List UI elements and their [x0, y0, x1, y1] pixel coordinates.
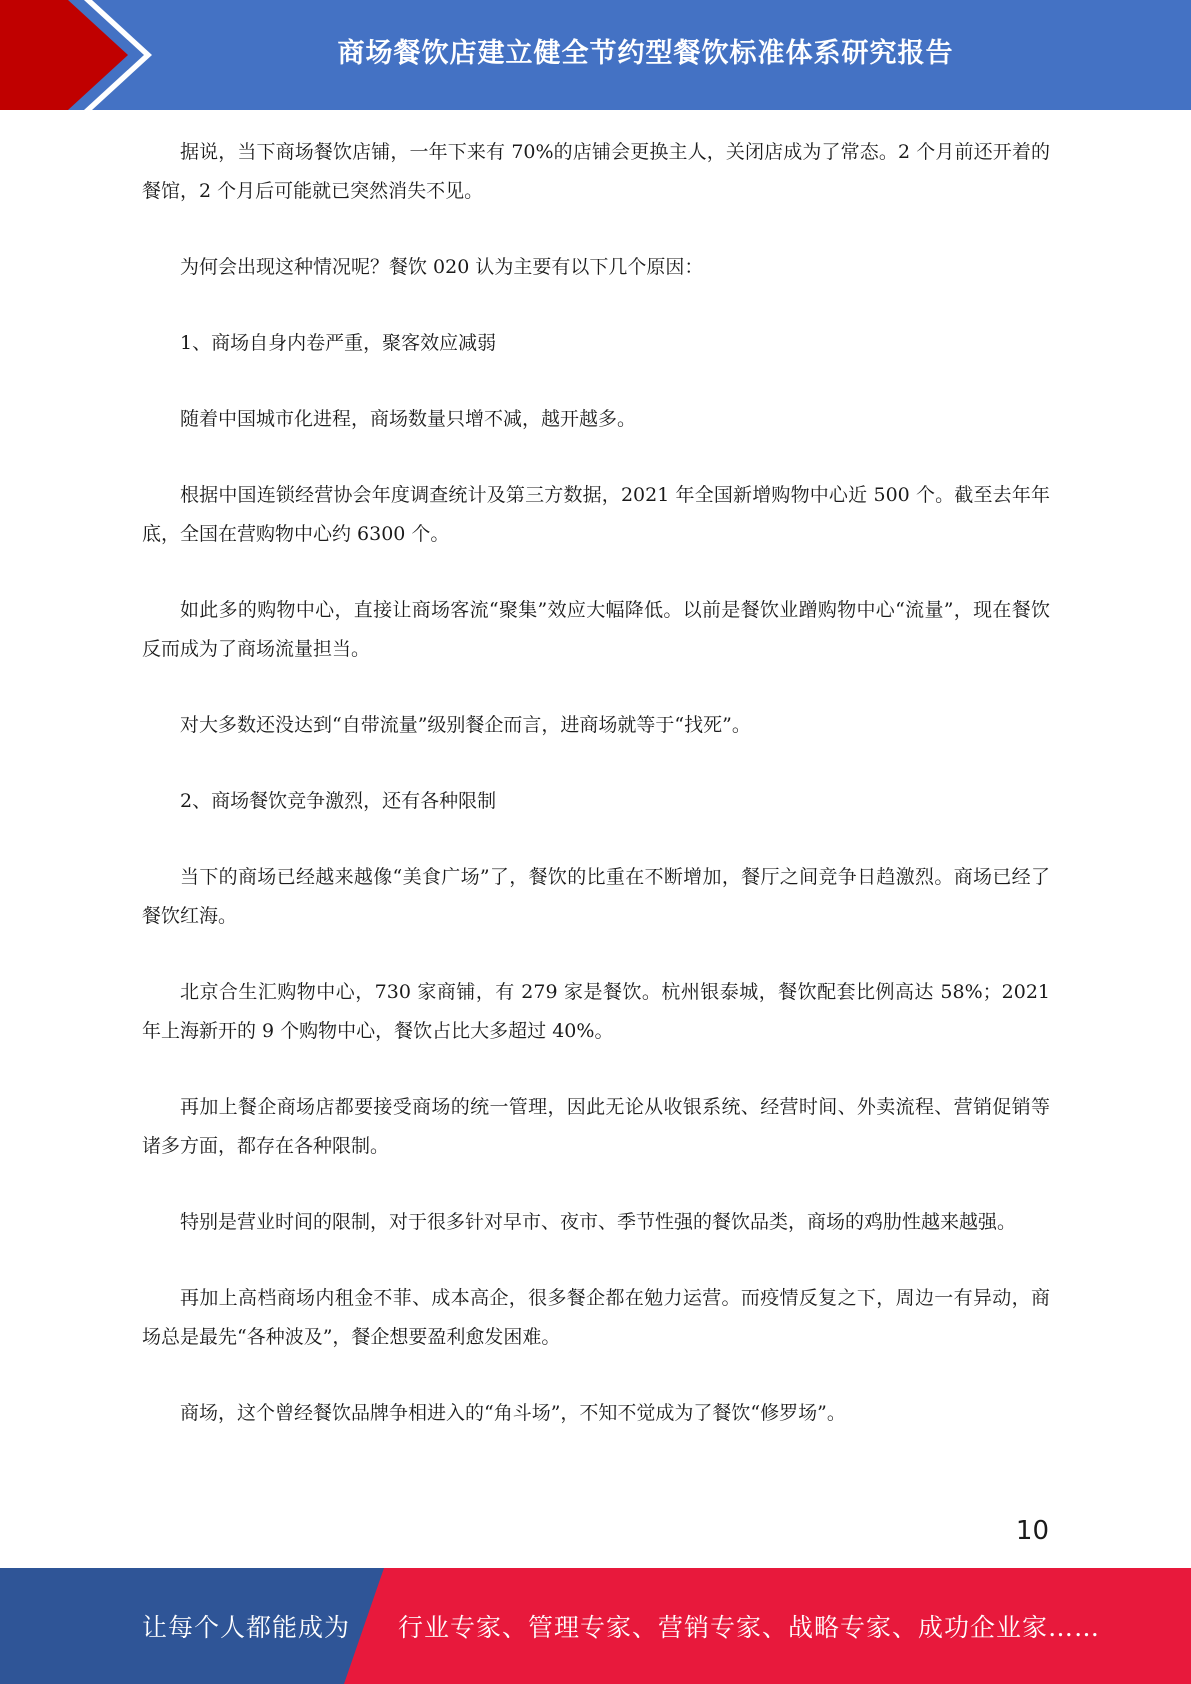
paragraph: 对大多数还没达到“自带流量”级别餐企而言，进商场就等于“找死”。 [180, 714, 751, 736]
section-heading: 1、商场自身内卷严重，聚客效应减弱 [180, 332, 497, 354]
paragraph: 根据中国连锁经营协会年度调查统计及第三方数据，2021 年全国新增购物中心近 500 个。截至去年年底，全国在营购物中心约 6300 个。 [142, 484, 1050, 545]
paragraph: 商场，这个曾经餐饮品牌争相进入的“角斗场”，不知不觉成为了餐饮“修罗场”。 [180, 1402, 846, 1424]
page-footer [0, 1568, 1191, 1684]
paragraph: 如此多的购物中心，直接让商场客流“聚集”效应大幅降低。以前是餐饮业蹭购物中心“流量”，现在餐饮反而成为了商场流量担当。 [142, 599, 1050, 660]
header-arrow-icon [0, 0, 160, 110]
section-heading: 2、商场餐饮竞争激烈，还有各种限制 [180, 790, 497, 812]
document-title: 商场餐饮店建立健全节约型餐饮标准体系研究报告 [337, 37, 954, 69]
paragraph: 再加上餐企商场店都要接受商场的统一管理，因此无论从收银系统、经营时间、外卖流程、营销促销等诸多方面，都存在各种限制。 [142, 1096, 1050, 1157]
paragraph: 北京合生汇购物中心，730 家商铺，有 279 家是餐饮。杭州银泰城，餐饮配套比例高达 58%；2021 年上海新开的 9 个购物中心，餐饮占比大多超过 40%。 [142, 981, 1050, 1042]
document-body [142, 133, 1050, 1470]
paragraph: 当下的商场已经越来越像“美食广场”了，餐饮的比重在不断增加，餐厅之间竞争日趋激烈。商场已经了餐饮红海。 [142, 866, 1050, 927]
paragraph: 再加上高档商场内租金不菲、成本高企，很多餐企都在勉力运营。而疫情反复之下，周边一有异动，商场总是最先“各种波及”，餐企想要盈利愈发困难。 [142, 1287, 1050, 1348]
paragraph: 随着中国城市化进程，商场数量只增不减，越开越多。 [180, 408, 637, 430]
page-header [0, 0, 1191, 110]
paragraph: 为何会出现这种情况呢？餐饮 020 认为主要有以下几个原因： [180, 256, 704, 278]
paragraph: 据说，当下商场餐饮店铺，一年下来有 70%的店铺会更换主人，关闭店成为了常态。2 个月前还开着的餐馆，2 个月后可能就已突然消失不见。 [142, 141, 1050, 202]
footer-slogan-left: 让每个人都能成为 [142, 1613, 351, 1642]
footer-slogan-right: 行业专家、管理专家、营销专家、战略专家、成功企业家…… [398, 1613, 1101, 1642]
paragraph: 特别是营业时间的限制，对于很多针对早市、夜市、季节性强的餐饮品类，商场的鸡肋性越来越强。 [180, 1211, 1017, 1233]
page-number: 10 [1015, 1516, 1049, 1546]
